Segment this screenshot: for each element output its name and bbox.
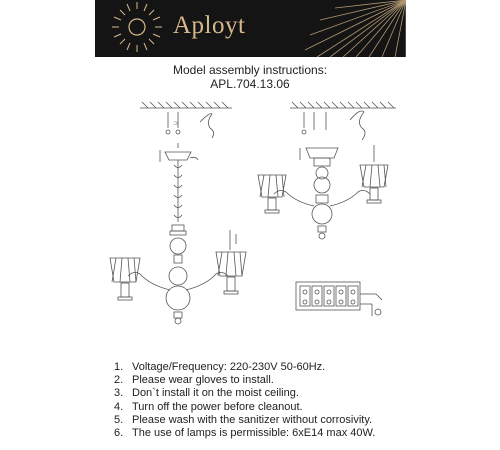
- chandelier-drawing-left: [110, 150, 246, 324]
- list-item: 4. Turn off the power before cleanout.: [114, 400, 303, 413]
- screw-icon: [166, 112, 180, 134]
- page-title: Model assembly instructions:: [172, 63, 328, 77]
- chandelier-drawing-right: [258, 145, 388, 239]
- list-item: 5. Please wash with the sanitizer without corrosivity.: [114, 413, 373, 426]
- right-ceiling: [290, 102, 396, 108]
- list-item: 2. Please wear gloves to install.: [114, 374, 274, 387]
- svg-text:⊃: ⊃: [173, 121, 179, 127]
- list-item: 3. Don`t install it on the moist ceiling.: [114, 387, 299, 400]
- model-number: APL.704.13.06: [210, 77, 290, 91]
- left-ceiling: [140, 102, 232, 108]
- instructions-list: [114, 361, 375, 440]
- wire-icon: [200, 114, 214, 138]
- list-item: 6. The use of lamps is permissible: 6xE14 max 40W.: [114, 427, 376, 440]
- list-item: 1. Voltage/Frequency: 220-230V 50-60Hz.: [114, 361, 326, 373]
- screw-icon-right: [302, 112, 326, 134]
- terminal-block-drawing: [296, 282, 382, 316]
- wire-icon-right: [350, 111, 365, 140]
- brand-name: Aployt: [173, 12, 246, 39]
